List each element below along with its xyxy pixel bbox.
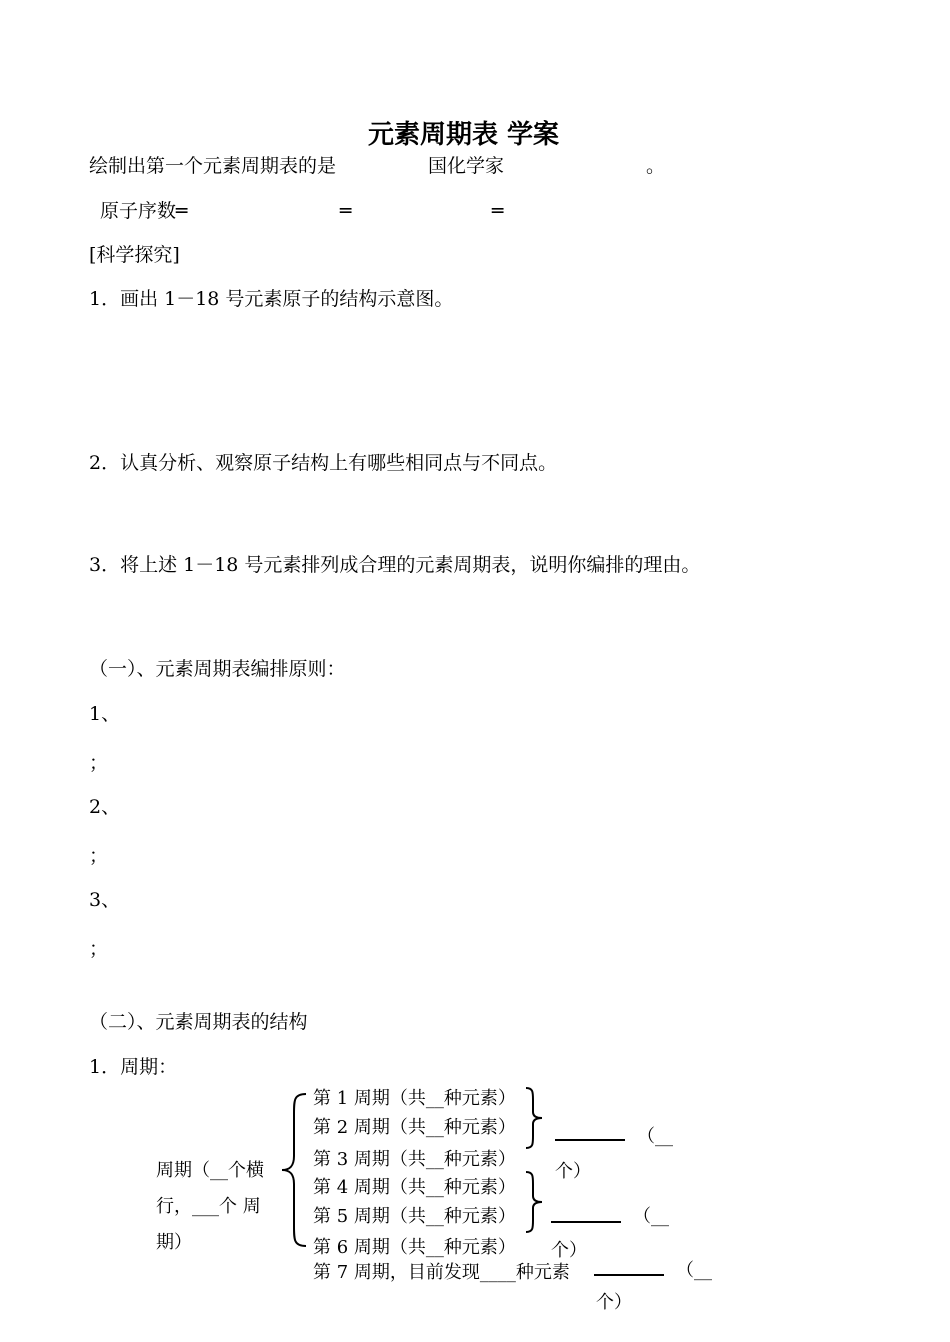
principle-3-label: 3、: [89, 889, 121, 911]
incomplete-period-count: 个）: [596, 1292, 632, 1313]
period-label-line-1: 周期（__个横: [156, 1160, 264, 1181]
section1-heading: （一）、元素周期表编排原则：: [89, 658, 346, 680]
period-label-line-2: 行，___个 周: [156, 1196, 261, 1217]
long-period-count: 个）: [551, 1240, 587, 1261]
period-1: 第 1 周期（共__种元素）: [313, 1088, 516, 1109]
equals-sign-3: ═: [492, 200, 504, 222]
question-1: 1．画出 1－18 号元素原子的结构示意图。: [89, 288, 454, 310]
period-6: 第 6 周期（共__种元素）: [313, 1237, 516, 1258]
first-table-end: 。: [646, 155, 666, 177]
long-period-blank: [551, 1221, 621, 1223]
inquiry-heading: [科学探究]: [89, 244, 180, 266]
period-7: 第 7 周期，目前发现____种元素: [313, 1262, 570, 1283]
period-3: 第 3 周期（共__种元素）: [313, 1149, 516, 1170]
atomic-number-text: 原子序数═: [100, 200, 188, 222]
right-brace-long: [524, 1170, 544, 1234]
short-period-paren: （__: [637, 1126, 673, 1147]
question-3: 3．将上述 1－18 号元素排列成合理的元素周期表，说明你编排的理由。: [89, 554, 701, 576]
short-period-blank: [555, 1139, 625, 1141]
right-brace-short: [524, 1086, 544, 1150]
long-period-paren: （__: [633, 1206, 669, 1227]
principle-2-end: ；: [89, 845, 109, 867]
short-period-count: 个）: [555, 1161, 591, 1182]
period-5: 第 5 周期（共__种元素）: [313, 1206, 516, 1227]
equals-sign-2: ═: [340, 200, 352, 222]
period-label-line-3: 期）: [156, 1232, 192, 1253]
first-table-country-text: 国化学家: [428, 155, 505, 177]
incomplete-period-paren: （__: [676, 1260, 712, 1281]
left-brace: [280, 1090, 310, 1250]
page-title: 元素周期表 学案: [368, 120, 560, 150]
first-table-text: 绘制出第一个元素周期表的是: [89, 155, 337, 177]
principle-2-label: 2、: [89, 796, 121, 818]
principle-1-label: 1、: [89, 703, 121, 725]
principle-1-end: ；: [89, 752, 109, 774]
period-4: 第 4 周期（共__种元素）: [313, 1177, 516, 1198]
section2-heading: （二）、元素周期表的结构: [89, 1011, 308, 1033]
period-2: 第 2 周期（共__种元素）: [313, 1117, 516, 1138]
principle-3-end: ；: [89, 938, 109, 960]
question-2: 2．认真分析、观察原子结构上有哪些相同点与不同点。: [89, 452, 558, 474]
incomplete-period-blank: [594, 1274, 664, 1276]
period-subheading: 1．周期：: [89, 1056, 178, 1078]
